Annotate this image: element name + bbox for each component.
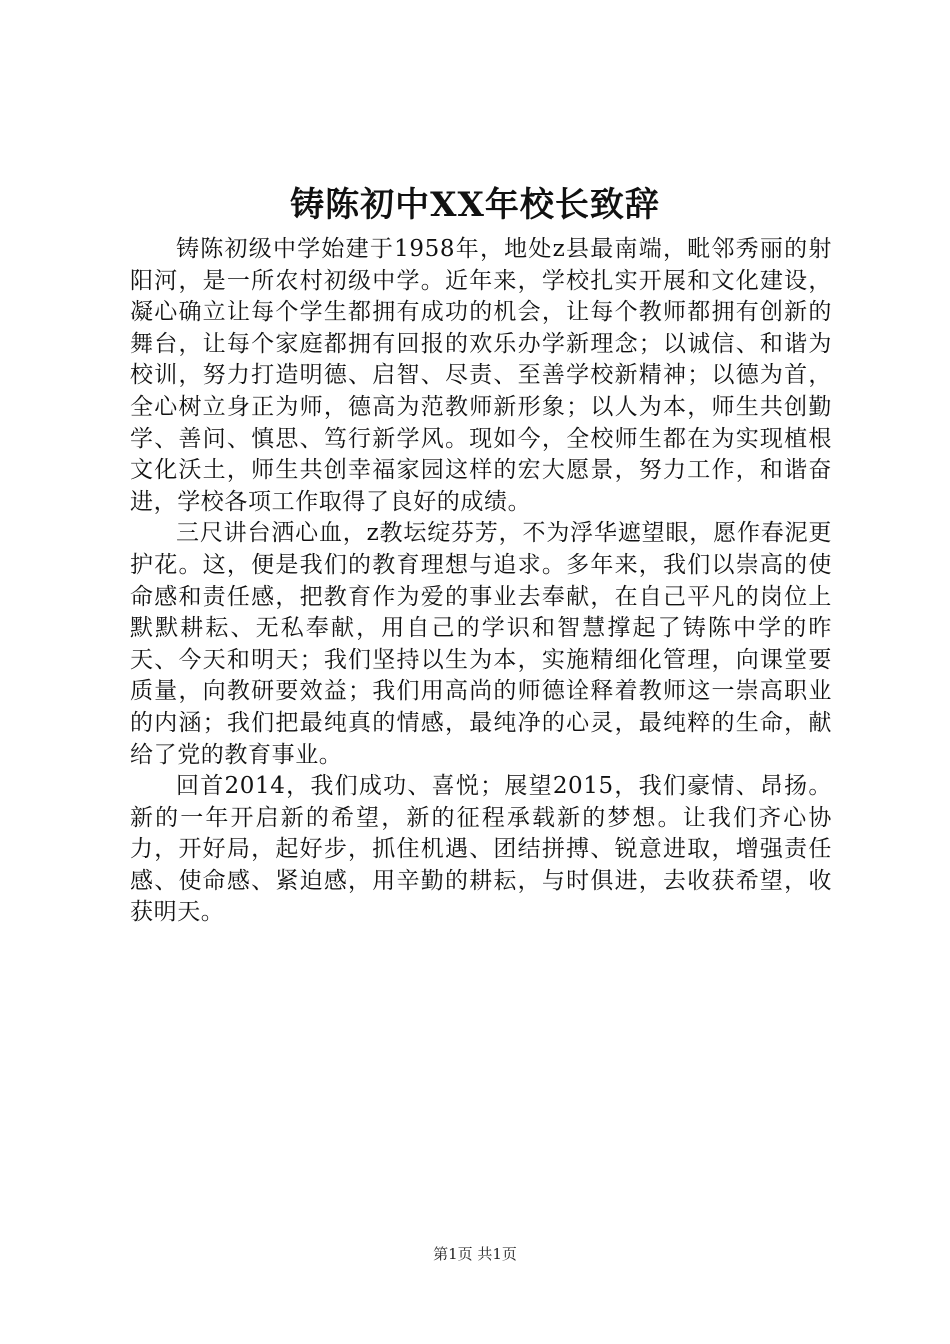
paragraph-1: 铸陈初级中学始建于1958年，地处z县最南端，毗邻秀丽的射阳河，是一所农村初级中学。近年来，学校扎实开展和文化建设，凝心确立让每个学生都拥有成功的机会，让每个教师都拥有创新的舞台，让每个家庭都拥有回报的欢乐办学新理念；以诚信、和谐为校训，努力打造明德、启智、尽责、至善学校新精神；以德为首，全心树立身正为师，德高为范教师新形象；以人为本，师生共创勤学、善问、慎思、笃行新学风。现如今，全校师生都在为实现植根文化沃土，师生共创幸福家园这样的宏大愿景，努力工作，和谐奋进，学校各项工作取得了良好的成绩。 bbox=[130, 236, 832, 515]
paragraph-3: 回首2014，我们成功、喜悦；展望2015，我们豪情、昂扬。新的一年开启新的希望，新的征程承载新的梦想。让我们齐心协力，开好局，起好步，抓住机遇、团结拼搏、锐意进取，增强责任感、使命感、紧迫感，用辛勤的耕耘，与时俱进，去收获希望，收获明天。 bbox=[130, 773, 832, 926]
paragraph-2: 三尺讲台洒心血，z教坛绽芬芳，不为浮华遮望眼，愿作春泥更护花。这，便是我们的教育理想与追求。多年来，我们以崇高的使命感和责任感，把教育作为爱的事业去奉献，在自己平凡的岗位上默默耕耘、无私奉献，用自己的学识和智慧撑起了铸陈中学的昨天、今天和明天；我们坚持以生为本，实施精细化管理，向课堂要质量，向教研要效益；我们用高尚的师德诠释着教师这一崇高职业的内涵；我们把最纯真的情感，最纯净的心灵，最纯粹的生命，献给了党的教育事业。 bbox=[130, 520, 832, 768]
page-number-footer: 第1页 共1页 bbox=[433, 1245, 517, 1263]
document-body bbox=[130, 234, 832, 929]
document-title: 铸陈初中XX年校长致辞 bbox=[290, 185, 660, 225]
